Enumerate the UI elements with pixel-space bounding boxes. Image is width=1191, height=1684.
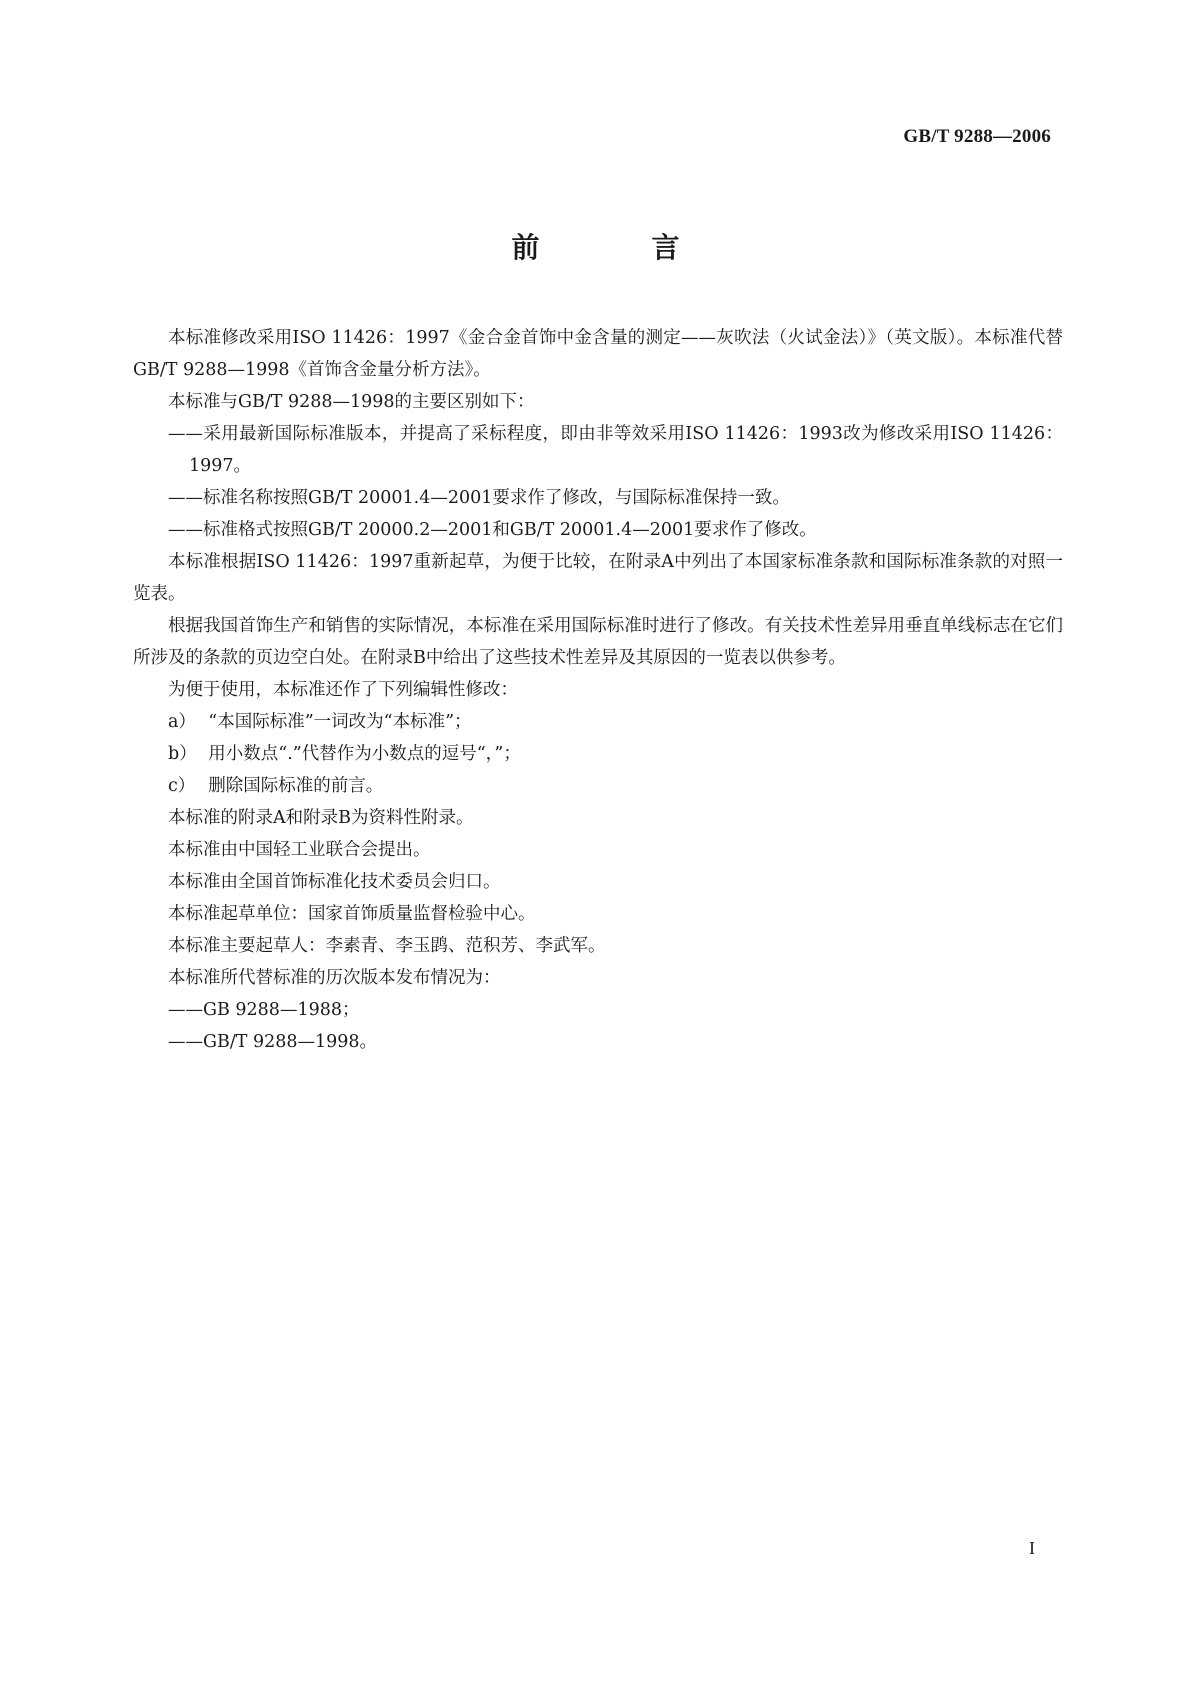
paragraph-annexes: 本标准的附录A和附录B为资料性附录。 <box>168 808 474 828</box>
paragraph-editorial-intro: 为便于使用，本标准还作了下列编辑性修改： <box>168 680 518 700</box>
list-marker: a） <box>168 712 196 732</box>
paragraph-technical-committee: 本标准由全国首饰标准化技术委员会归口。 <box>168 872 501 892</box>
paragraph-differences-intro: 本标准与GB/T 9288—1998的主要区别如下： <box>168 392 535 412</box>
paragraph-proposed-by: 本标准由中国轻工业联合会提出。 <box>168 840 431 860</box>
paragraph-technical-differences: 根据我国首饰生产和销售的实际情况，本标准在采用国际标准时进行了修改。有关技术性差异用垂直单线标志在它们所涉及的条款的页边空白处。在附录B中给出了这些技术性差异及其原因的一览表以供参考。 <box>133 616 1063 668</box>
editorial-item-a <box>133 706 1063 738</box>
paragraph-redrafted: 本标准根据ISO 11426：1997重新起草，为便于比较，在附录A中列出了本国家标准条款和国际标准条款的对照一览表。 <box>133 552 1063 604</box>
difference-item: ——标准名称按照GB/T 20001.4—2001要求作了修改，与国际标准保持一致。 <box>168 488 790 508</box>
list-item-text: 删除国际标准的前言。 <box>208 776 384 796</box>
paragraph-drafting-unit: 本标准起草单位：国家首饰质量监督检验中心。 <box>168 904 536 924</box>
paragraph-drafters: 本标准主要起草人：李素青、李玉鹍、范积芳、李武军。 <box>168 936 606 956</box>
editorial-item-c <box>133 770 1063 802</box>
previous-edition-item: ——GB 9288—1988； <box>168 1000 360 1020</box>
list-marker: b） <box>168 744 197 764</box>
page-title: 前 言 <box>511 231 722 264</box>
editorial-item-b <box>133 738 1063 770</box>
foreword-body <box>133 322 1063 1058</box>
difference-item: ——标准格式按照GB/T 20000.2—2001和GB/T 20001.4—2001要求作了修改。 <box>168 520 817 540</box>
list-item-text: “本国际标准”一词改为“本标准”； <box>208 712 472 732</box>
page-number: I <box>1029 1538 1035 1558</box>
list-item-text: 用小数点“.”代替作为小数点的逗号“，”； <box>208 744 521 764</box>
difference-item: ——采用最新国际标准版本，并提高了采标程度，即由非等效采用ISO 11426：1993改为修改采用ISO 11426：1997。 <box>168 424 1063 476</box>
paragraph-previous-editions: 本标准所代替标准的历次版本发布情况为： <box>168 968 501 988</box>
list-marker: c） <box>168 776 196 796</box>
standard-number: GB/T 9288—2006 <box>903 126 1051 147</box>
previous-edition-item: ——GB/T 9288—1998。 <box>168 1032 378 1052</box>
paragraph-adoption: 本标准修改采用ISO 11426：1997《金合金首饰中金含量的测定——灰吹法（火试金法）》（英文版）。本标准代替GB/T 9288—1998《首饰含金量分析方法》。 <box>133 328 1063 380</box>
